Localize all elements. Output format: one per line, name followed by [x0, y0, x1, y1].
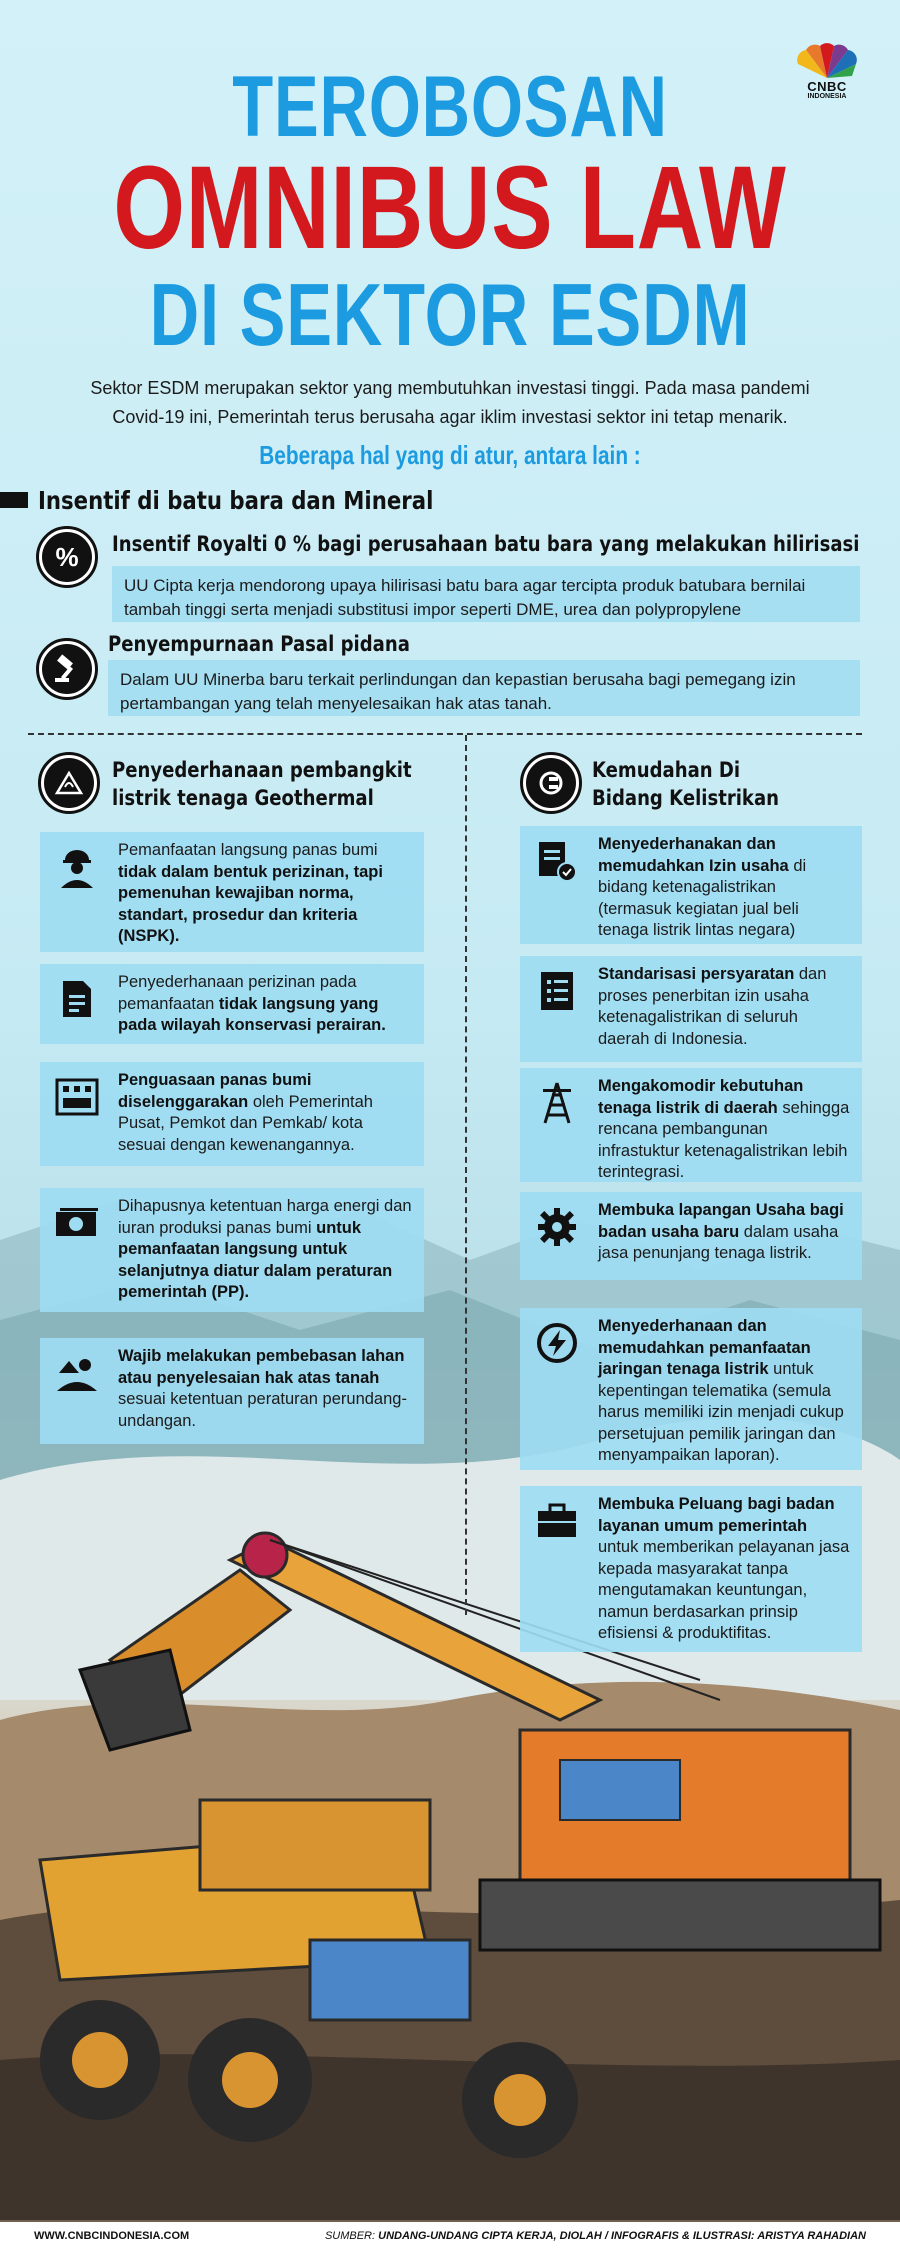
card-text: Dihapusnya ketentuan harga energi dan iuran produksi panas bumi [118, 1197, 412, 1237]
right-card [520, 1308, 862, 1470]
card-bold-text: Standarisasi persyaratan [598, 965, 795, 983]
card-bold-text: Penguasaan panas bumi diselenggarakan [118, 1071, 312, 1111]
card-text: sehingga rencana pembangunan infrastuktur ketenagalistrikan lebih terintegrasi. [598, 1098, 850, 1181]
tower-icon [534, 1080, 580, 1126]
card-text: sesuai ketentuan peraturan perundang-undangan. [118, 1390, 407, 1430]
section1-title: Insentif di batu bara dan Mineral [38, 486, 434, 515]
section1-item1-desc: UU Cipta kerja mendorong upaya hilirisasi batu bara agar tercipta produk batubara bernilai tambah tinggi serta menjadi substitusi impor seperti DME, urea dan polypropylene [112, 566, 860, 622]
left-card [40, 1338, 424, 1444]
footer-author: ARISTYA RAHADIAN [757, 2230, 866, 2242]
briefcase-icon [534, 1498, 580, 1544]
right-card [520, 1486, 862, 1652]
intro-text [40, 374, 860, 432]
cnbc-logo[interactable] [790, 40, 864, 101]
right-column-title-line2: Bidang Kelistrikan [592, 786, 779, 810]
right-column-title [592, 756, 779, 812]
section-divider [28, 733, 862, 735]
peacock-icon [792, 40, 862, 80]
footer-source [325, 2230, 866, 2242]
brand-name: CNBC [807, 79, 847, 94]
money-icon [54, 1200, 100, 1246]
right-column-title-line1: Kemudahan Di [592, 758, 741, 782]
gear-icon [534, 1204, 580, 1250]
title-line1: TEROBOSAN [232, 59, 668, 155]
section-marker [0, 492, 28, 508]
section1-item2-desc: Dalam UU Minerba baru terkait perlindungan dan kepastian berusaha bagi pemegang izin pertambangan yang telah menyelesaikan hak atas tanah. [108, 660, 860, 716]
license-icon [534, 838, 580, 884]
left-column-title-line1: Penyederhanaan pembangkit [112, 758, 412, 782]
card-text: untuk kepentingan telematika (semula harus memiliki izin menjadi cukup persetujuan pemilik jaringan dan menyampaikan laporan). [598, 1360, 844, 1464]
column-divider [465, 735, 467, 1615]
document-icon [54, 976, 100, 1022]
brand-sub: INDONESIA [807, 93, 847, 100]
building-icon [54, 1074, 100, 1120]
subheading: Beberapa hal yang di atur, antara lain : [259, 440, 641, 470]
card-bold-text: tidak langsung yang pada wilayah konservasi perairan. [118, 994, 386, 1034]
land-icon [54, 1350, 100, 1396]
geothermal-icon [38, 752, 100, 814]
left-card [40, 964, 424, 1044]
card-text: Penyederhanaan perizinan pada pemanfaatan [118, 973, 357, 1013]
card-bold-text: tidak dalam bentuk perizinan, tapi pemenuhan kewajiban norma, standart, prosedur dan kriteria (NSPK). [118, 862, 383, 945]
left-column-title-line2: listrik tenaga Geothermal [112, 786, 374, 810]
title-line2: OMNIBUS LAW [113, 142, 787, 274]
lightning-icon [534, 1320, 580, 1366]
intro-line2: Covid-19 ini, Pemerintah terus berusaha agar iklim investasi sektor ini tetap menarik. [112, 407, 788, 427]
right-card [520, 826, 862, 944]
checklist-icon [534, 968, 580, 1014]
footer-site[interactable]: WWW.CNBCINDONESIA.COM [34, 2230, 190, 2242]
footer-source-text: UNDANG-UNDANG CIPTA KERJA, DIOLAH / INFOGRAFIS & ILUSTRASI: [378, 2230, 758, 2242]
footer [0, 2222, 900, 2250]
gavel-icon [36, 638, 98, 700]
card-text: dan proses penerbitan izin usaha ketenagalistrikan di seluruh daerah di Indonesia. [598, 965, 827, 1048]
left-card [40, 832, 424, 952]
percent-icon: % [36, 526, 98, 588]
title-line3: DI SEKTOR ESDM [149, 265, 751, 364]
right-card [520, 1068, 862, 1182]
section1-item1-title: Insentif Royalti 0 % bagi perusahaan batu bara yang melakukan hilirisasi [112, 532, 860, 556]
intro-line1: Sektor ESDM merupakan sektor yang membutuhkan investasi tinggi. Pada masa pandemi [90, 378, 810, 398]
left-column-title [112, 756, 412, 812]
worker-icon [54, 844, 100, 890]
card-text: oleh Pemerintah Pusat, Pemkot dan Pemkab/ kota sesuai dengan kewenangannya. [118, 1092, 373, 1154]
card-text: untuk memberikan pelayanan jasa kepada masyarakat tanpa mengutamakan keuntungan, namun berdasarkan prinsip efisiensi & produktifitas. [598, 1538, 850, 1642]
card-bold-text: Membuka Peluang bagi badan layanan umum pemerintah [598, 1495, 835, 1535]
left-card [40, 1188, 424, 1312]
plug-circle-icon [520, 752, 582, 814]
card-bold-text: untuk pemanfaatan langsung untuk selanjutnya diatur dalam peraturan pemerintah (PP). [118, 1218, 393, 1301]
right-card [520, 1192, 862, 1280]
card-bold-text: Menyederhanaan dan memudahkan pemanfaatan jaringan tenaga listrik [598, 1317, 811, 1378]
right-card [520, 956, 862, 1062]
footer-source-label: SUMBER: [324, 2230, 379, 2242]
card-bold-text: Membuka lapangan Usaha bagi badan usaha baru [598, 1201, 844, 1241]
card-bold-text: Mengakomodir kebutuhan tenaga listrik di daerah [598, 1077, 804, 1117]
card-text: Pemanfaatan langsung panas bumi [118, 841, 378, 859]
section1-item2-title: Penyempurnaan Pasal pidana [108, 632, 410, 656]
card-bold-text: Wajib melakukan pembebasan lahan atau penyelesaian hak atas tanah [118, 1347, 405, 1387]
left-card [40, 1062, 424, 1166]
card-text: di bidang ketenagalistrikan (termasuk kegiatan jual beli tenaga listrik lintas negara) [598, 856, 807, 939]
card-bold-text: Menyederhanakan dan memudahkan Izin usaha [598, 835, 789, 875]
card-text: dalam usaha jasa penunjang tenaga listrik. [598, 1222, 839, 1262]
